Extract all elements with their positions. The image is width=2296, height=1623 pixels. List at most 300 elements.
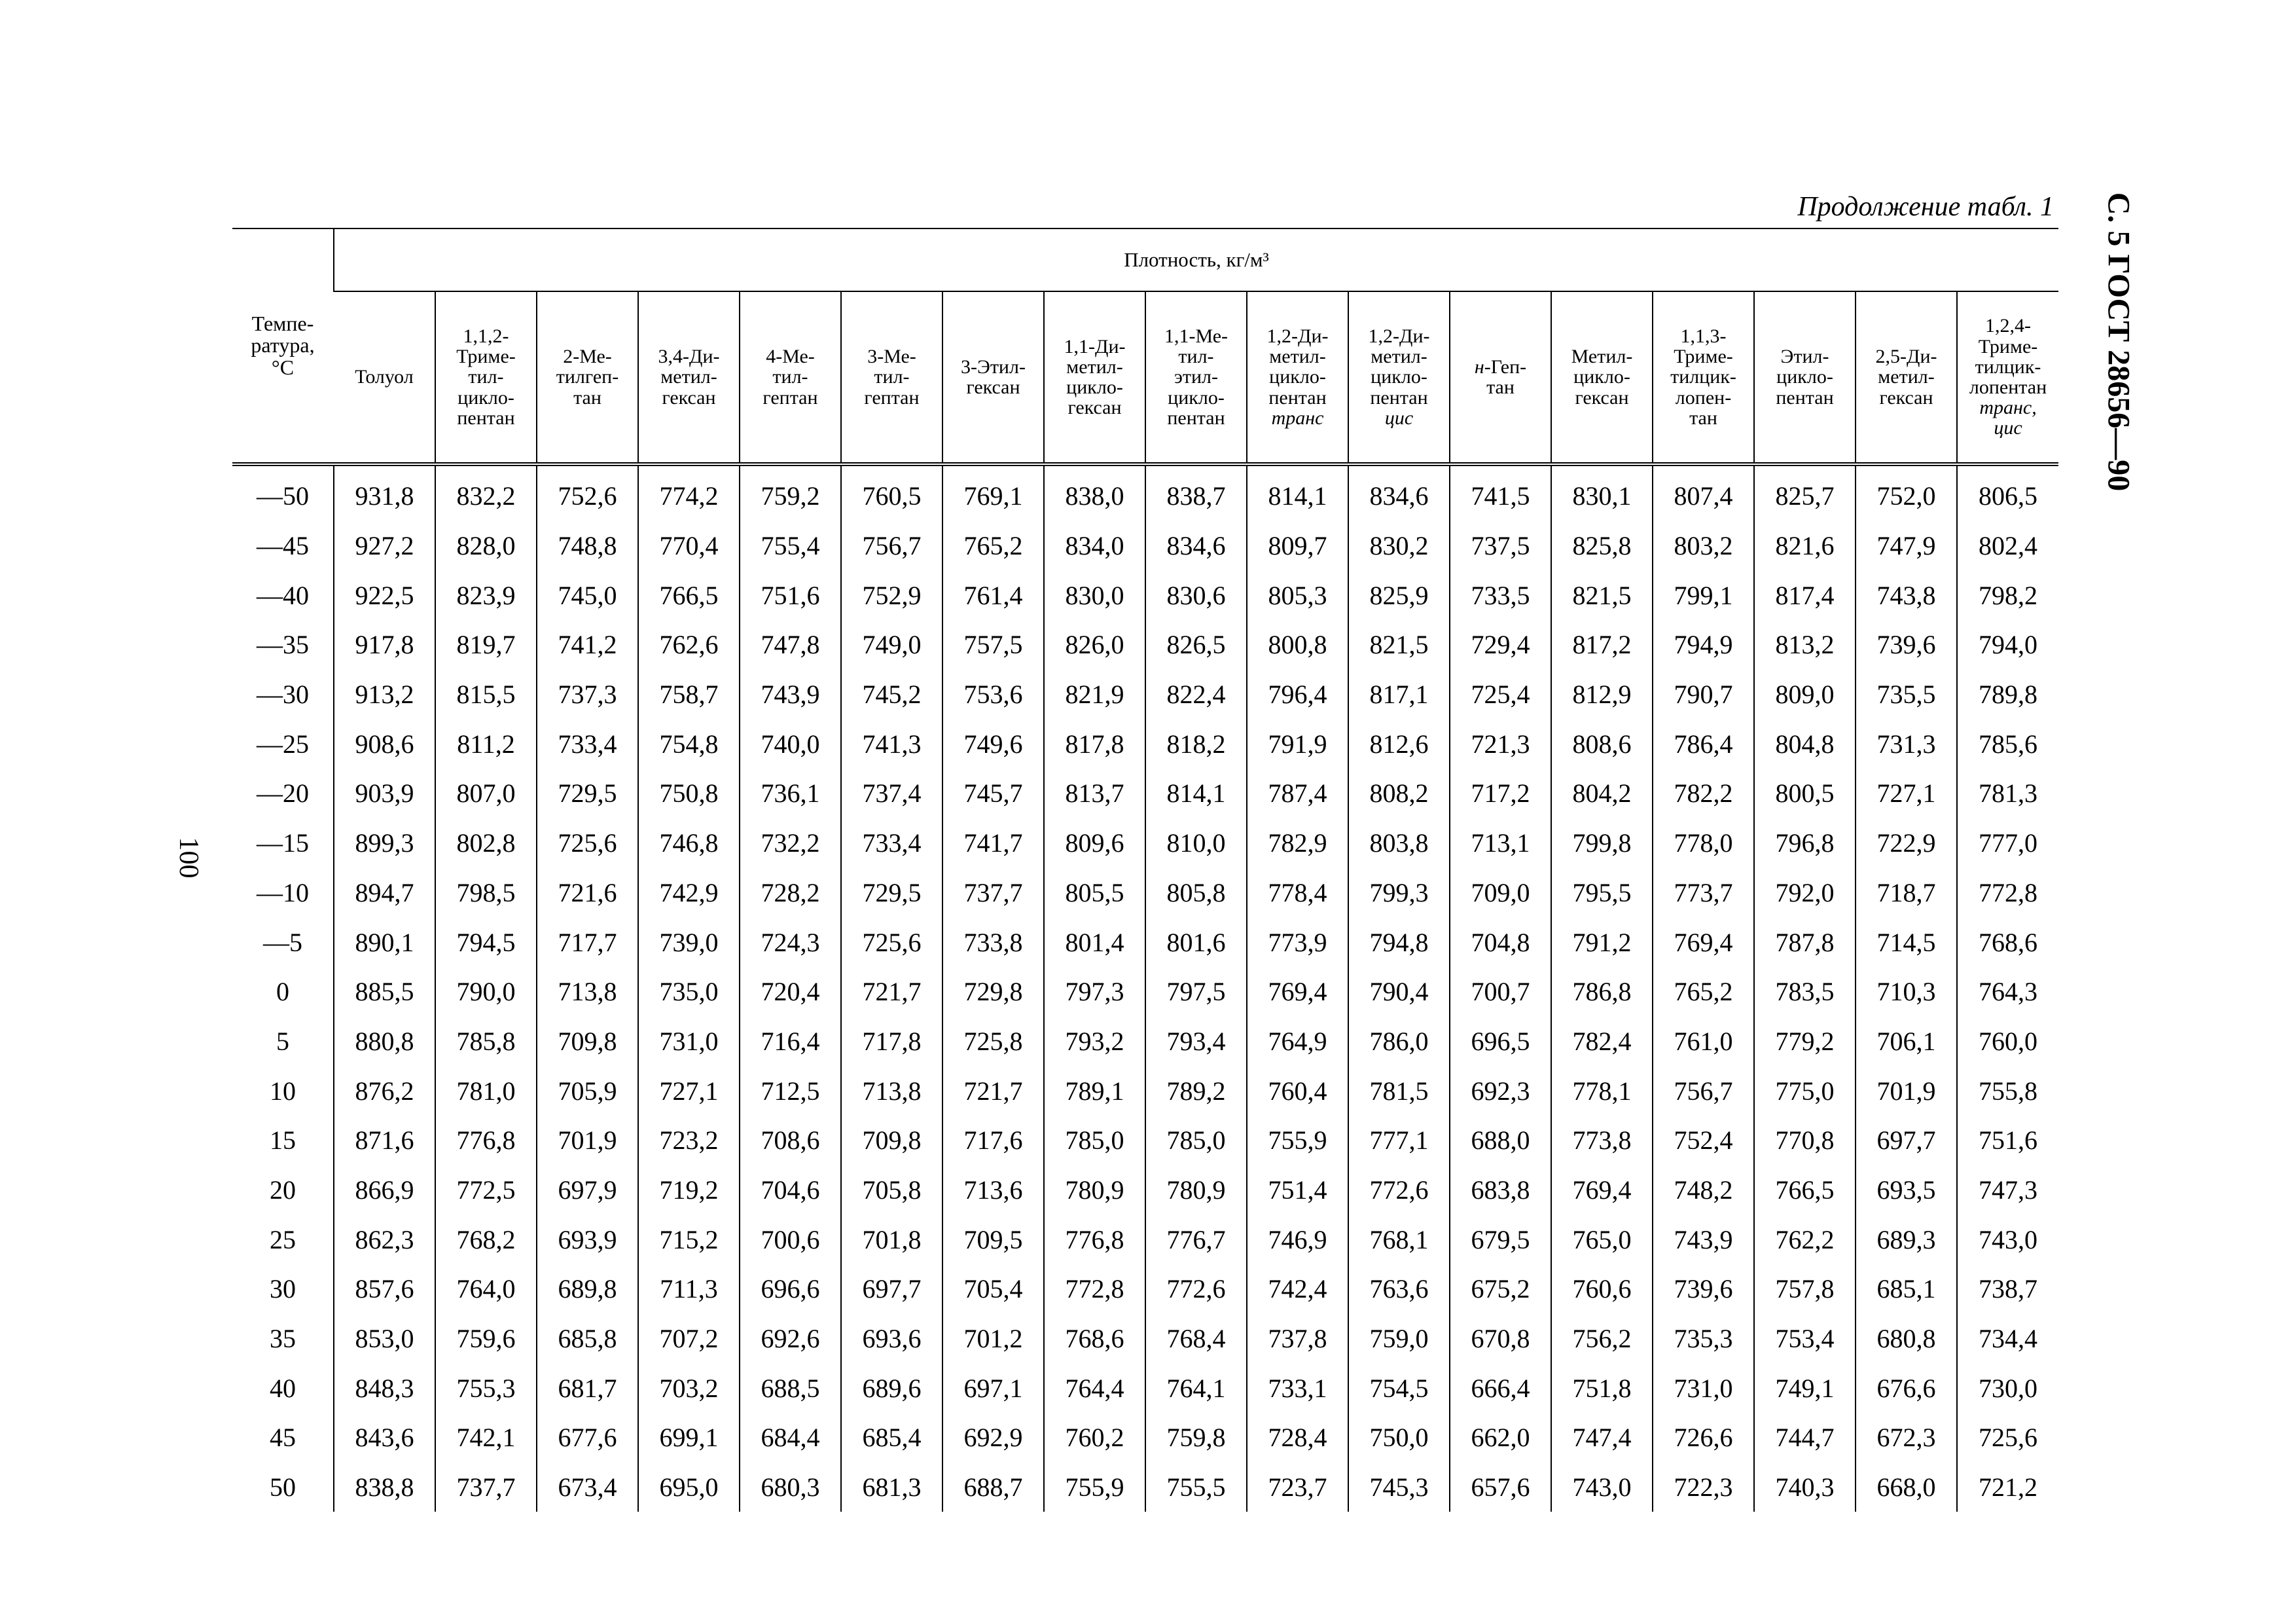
density-cell: 743,9 [1653, 1214, 1754, 1264]
density-cell: 725,6 [1957, 1413, 2058, 1463]
temperature-cell: —30 [257, 680, 309, 710]
table-row [232, 1463, 2058, 1512]
density-cell: 922,5 [334, 570, 435, 620]
density-cell: 701,8 [841, 1214, 942, 1264]
density-cell: 764,4 [1044, 1363, 1145, 1413]
density-cell: 769,4 [1551, 1165, 1653, 1215]
temperature-cell: 50 [270, 1472, 296, 1503]
column-label: 3-Ме- тил- гептан [864, 346, 920, 409]
side-header-text: С. 5 ГОСТ 28656—90 [2101, 192, 2136, 492]
table-row [232, 1116, 2058, 1165]
density-cell: 791,9 [1247, 719, 1348, 769]
density-cell: 761,0 [1653, 1017, 1754, 1067]
density-cell: 763,6 [1348, 1264, 1450, 1314]
density-cell: 681,7 [537, 1363, 638, 1413]
density-cell: 813,2 [1754, 620, 1856, 670]
density-cell: 812,6 [1348, 719, 1450, 769]
density-cell: 748,8 [537, 521, 638, 571]
column-label: Толуол [355, 366, 414, 388]
density-cell: 749,6 [942, 719, 1044, 769]
density-cell: 817,2 [1551, 620, 1653, 670]
density-cell: 748,2 [1653, 1165, 1754, 1215]
density-cell: 717,6 [942, 1116, 1044, 1165]
density-cell: 697,7 [841, 1264, 942, 1314]
density-cell: 819,7 [435, 620, 537, 670]
density-cell: 797,5 [1145, 967, 1247, 1017]
density-cell: 809,6 [1044, 818, 1145, 868]
table-row [232, 917, 2058, 967]
column-label: 2,5-Ди- метил- гексан [1875, 346, 1937, 409]
density-cell: 790,0 [435, 967, 537, 1017]
density-cell: 755,9 [1247, 1116, 1348, 1165]
density-cell: 734,4 [1957, 1314, 2058, 1364]
density-cell: 756,7 [1653, 1066, 1754, 1116]
temperature-cell: —20 [257, 778, 309, 809]
column-header [1653, 291, 1754, 464]
density-cell: 738,7 [1957, 1264, 2058, 1314]
column-isomer-note: транс [1271, 407, 1324, 429]
table-row [232, 868, 2058, 918]
table-row [232, 570, 2058, 620]
density-cell: 821,5 [1551, 570, 1653, 620]
density-cell: 760,0 [1957, 1017, 2058, 1067]
density-cell: 739,6 [1856, 620, 1957, 670]
density-cell: 814,1 [1247, 464, 1348, 521]
temperature-cell: 35 [270, 1324, 296, 1354]
density-cell: 785,6 [1957, 719, 2058, 769]
density-cell: 755,3 [435, 1363, 537, 1413]
density-cell: 737,3 [537, 670, 638, 720]
page-number-text: 100 [173, 837, 204, 879]
header-row-group [232, 228, 2058, 291]
density-cell: 733,1 [1247, 1363, 1348, 1413]
density-cell: 830,2 [1348, 521, 1450, 571]
density-cell: 720,4 [740, 967, 841, 1017]
density-cell: 685,1 [1856, 1264, 1957, 1314]
table-row [232, 1017, 2058, 1067]
density-cell: 843,6 [334, 1413, 435, 1463]
temperature-cell: —10 [257, 877, 309, 907]
column-header [435, 291, 537, 464]
density-cell: 759,2 [740, 464, 841, 521]
density-cell: 745,3 [1348, 1463, 1450, 1512]
density-cell: 735,5 [1856, 670, 1957, 720]
density-cell: 743,0 [1957, 1214, 2058, 1264]
density-cell: 802,8 [435, 818, 537, 868]
table-row [232, 620, 2058, 670]
density-cell: 774,2 [638, 464, 740, 521]
density-cell: 768,6 [1957, 917, 2058, 967]
density-cell: 818,2 [1145, 719, 1247, 769]
temperature-cell: —25 [257, 729, 309, 759]
density-table [232, 228, 2058, 1512]
density-cell: 832,2 [435, 464, 537, 521]
temperature-cell: 45 [270, 1423, 296, 1453]
density-cell: 684,4 [740, 1413, 841, 1463]
density-cell: 717,7 [537, 917, 638, 967]
density-cell: 752,0 [1856, 464, 1957, 521]
density-cell: 803,8 [1348, 818, 1450, 868]
density-cell: 759,0 [1348, 1314, 1450, 1364]
density-cell: 805,5 [1044, 868, 1145, 918]
density-cell: 730,0 [1957, 1363, 2058, 1413]
density-cell: 751,6 [1957, 1116, 2058, 1165]
column-header [942, 291, 1044, 464]
density-cell: 760,2 [1044, 1413, 1145, 1463]
temperature-cell: —35 [257, 630, 309, 660]
temperature-cell: 0 [276, 977, 289, 1007]
density-cell: 745,0 [537, 570, 638, 620]
density-cell: 811,2 [435, 719, 537, 769]
density-cell: 913,2 [334, 670, 435, 720]
density-cell: 739,0 [638, 917, 740, 967]
density-cell: 681,3 [841, 1463, 942, 1512]
density-cell: 755,9 [1044, 1463, 1145, 1512]
column-label: 3,4-Ди- метил- гексан [658, 346, 720, 409]
density-cell: 760,4 [1247, 1066, 1348, 1116]
density-cell: 719,2 [638, 1165, 740, 1215]
density-cell: 775,0 [1754, 1066, 1856, 1116]
density-cell: 778,0 [1653, 818, 1754, 868]
density-cell: 794,5 [435, 917, 537, 967]
density-cell: 806,5 [1957, 464, 2058, 521]
table-continuation-label: Продолжение табл. 1 [1797, 192, 2054, 222]
density-cell: 662,0 [1450, 1413, 1551, 1463]
density-cell: 747,4 [1551, 1413, 1653, 1463]
density-cell: 834,6 [1348, 464, 1450, 521]
density-cell: 880,8 [334, 1017, 435, 1067]
density-cell: 772,5 [435, 1165, 537, 1215]
density-cell: 751,4 [1247, 1165, 1348, 1215]
density-cell: 782,2 [1653, 769, 1754, 818]
density-cell: 676,6 [1856, 1363, 1957, 1413]
density-cell: 697,9 [537, 1165, 638, 1215]
density-cell: 749,1 [1754, 1363, 1856, 1413]
density-cell: 750,8 [638, 769, 740, 818]
density-cell: 754,8 [638, 719, 740, 769]
density-cell: 766,5 [638, 570, 740, 620]
density-cell: 781,5 [1348, 1066, 1450, 1116]
density-cell: 801,6 [1145, 917, 1247, 967]
column-header [1450, 291, 1551, 464]
temperature-cell: 40 [270, 1373, 296, 1403]
density-cell: 666,4 [1450, 1363, 1551, 1413]
density-cell: 803,2 [1653, 521, 1754, 571]
density-cell: 778,1 [1551, 1066, 1653, 1116]
density-cell: 821,6 [1754, 521, 1856, 571]
density-cell: 737,7 [942, 868, 1044, 918]
density-cell: 762,2 [1754, 1214, 1856, 1264]
density-cell: 903,9 [334, 769, 435, 818]
density-cell: 793,2 [1044, 1017, 1145, 1067]
density-cell: 787,4 [1247, 769, 1348, 818]
density-cell: 752,4 [1653, 1116, 1754, 1165]
density-cell: 711,3 [638, 1264, 740, 1314]
density-cell: 807,4 [1653, 464, 1754, 521]
density-cell: 718,7 [1856, 868, 1957, 918]
density-cell: 758,7 [638, 670, 740, 720]
density-cell: 706,1 [1856, 1017, 1957, 1067]
density-cell: 708,6 [740, 1116, 841, 1165]
density-cell: 721,2 [1957, 1463, 2058, 1512]
density-cell: 693,6 [841, 1314, 942, 1364]
density-cell: 749,0 [841, 620, 942, 670]
density-cell: 871,6 [334, 1116, 435, 1165]
density-cell: 785,0 [1145, 1116, 1247, 1165]
column-header [334, 291, 435, 464]
temperature-cell: —50 [257, 481, 309, 511]
temperature-cell: 20 [270, 1175, 296, 1205]
density-cell: 773,9 [1247, 917, 1348, 967]
density-cell: 862,3 [334, 1214, 435, 1264]
density-cell: 692,3 [1450, 1066, 1551, 1116]
table-row [232, 521, 2058, 571]
density-cell: 692,6 [740, 1314, 841, 1364]
density-cell: 693,9 [537, 1214, 638, 1264]
density-cell: 790,7 [1653, 670, 1754, 720]
density-cell: 753,6 [942, 670, 1044, 720]
density-cell: 742,4 [1247, 1264, 1348, 1314]
density-cell: 821,5 [1348, 620, 1450, 670]
density-cell: 813,7 [1044, 769, 1145, 818]
density-cell: 797,3 [1044, 967, 1145, 1017]
density-cell: 689,6 [841, 1363, 942, 1413]
density-cell: 745,2 [841, 670, 942, 720]
density-cell: 799,1 [1653, 570, 1754, 620]
density-cell: 781,3 [1957, 769, 2058, 818]
density-cell: 765,0 [1551, 1214, 1653, 1264]
page-number [175, 831, 202, 884]
density-cell: 772,6 [1145, 1264, 1247, 1314]
temperature-cell: 25 [270, 1224, 296, 1254]
density-cell: 825,8 [1551, 521, 1653, 571]
density-cell: 742,1 [435, 1413, 537, 1463]
density-cell: 809,7 [1247, 521, 1348, 571]
density-cell: 890,1 [334, 917, 435, 967]
temperature-cell: 5 [276, 1026, 289, 1056]
density-cell: 764,3 [1957, 967, 2058, 1017]
density-cell: 812,9 [1551, 670, 1653, 720]
density-cell: 743,9 [740, 670, 841, 720]
density-cell: 689,3 [1856, 1214, 1957, 1264]
density-cell: 834,0 [1044, 521, 1145, 571]
table-row [232, 1363, 2058, 1413]
density-cell: 804,8 [1754, 719, 1856, 769]
density-cell: 725,6 [841, 917, 942, 967]
density-cell: 731,0 [1653, 1363, 1754, 1413]
density-cell: 768,6 [1044, 1314, 1145, 1364]
density-cell: 791,2 [1551, 917, 1653, 967]
density-cell: 815,5 [435, 670, 537, 720]
density-cell: 737,5 [1450, 521, 1551, 571]
density-cell: 700,7 [1450, 967, 1551, 1017]
temperature-cell: —45 [257, 531, 309, 561]
density-cell: 688,5 [740, 1363, 841, 1413]
density-cell: 838,0 [1044, 464, 1145, 521]
density-cell: 725,8 [942, 1017, 1044, 1067]
column-label: 1,2,4- Триме- тилцик- лопентан [1969, 315, 2047, 398]
density-cell: 731,3 [1856, 719, 1957, 769]
density-cell: 757,8 [1754, 1264, 1856, 1314]
density-cell: 714,5 [1856, 917, 1957, 967]
table-row [232, 1165, 2058, 1215]
density-cell: 817,4 [1754, 570, 1856, 620]
density-cell: 733,5 [1450, 570, 1551, 620]
density-cell: 805,8 [1145, 868, 1247, 918]
column-label: 3-Этил- гексан [961, 356, 1026, 398]
column-label: н-Геп- тан [1474, 356, 1527, 398]
density-cell: 798,5 [435, 868, 537, 918]
density-cell: 731,0 [638, 1017, 740, 1067]
header-row-columns [232, 291, 2058, 464]
density-cell: 821,9 [1044, 670, 1145, 720]
density-cell: 917,8 [334, 620, 435, 670]
density-cell: 742,9 [638, 868, 740, 918]
table-row [232, 769, 2058, 818]
density-cell: 737,7 [435, 1463, 537, 1512]
density-cell: 830,0 [1044, 570, 1145, 620]
density-cell: 776,8 [1044, 1214, 1145, 1264]
density-cell: 808,6 [1551, 719, 1653, 769]
density-cell: 746,9 [1247, 1214, 1348, 1264]
density-cell: 727,1 [638, 1066, 740, 1116]
density-cell: 741,2 [537, 620, 638, 670]
density-cell: 801,4 [1044, 917, 1145, 967]
density-cell: 764,1 [1145, 1363, 1247, 1413]
density-cell: 670,8 [1450, 1314, 1551, 1364]
density-cell: 721,7 [841, 967, 942, 1017]
density-cell: 899,3 [334, 818, 435, 868]
density-cell: 715,2 [638, 1214, 740, 1264]
density-cell: 759,8 [1145, 1413, 1247, 1463]
density-cell: 746,8 [638, 818, 740, 868]
density-cell: 761,4 [942, 570, 1044, 620]
table-row [232, 967, 2058, 1017]
density-cell: 704,8 [1450, 917, 1551, 967]
density-cell: 789,8 [1957, 670, 2058, 720]
density-cell: 697,1 [942, 1363, 1044, 1413]
density-cell: 735,0 [638, 967, 740, 1017]
density-cell: 792,0 [1754, 868, 1856, 918]
density-cell: 838,7 [1145, 464, 1247, 521]
table-row [232, 1413, 2058, 1463]
density-cell: 721,6 [537, 868, 638, 918]
density-cell: 768,1 [1348, 1214, 1450, 1264]
density-cell: 770,8 [1754, 1116, 1856, 1165]
column-header [1145, 291, 1247, 464]
density-cell: 786,4 [1653, 719, 1754, 769]
density-cell: 777,0 [1957, 818, 2058, 868]
column-header [1957, 291, 2058, 464]
density-cell: 785,8 [435, 1017, 537, 1067]
temperature-cell: —5 [263, 927, 302, 957]
density-cell: 737,4 [841, 769, 942, 818]
density-cell: 766,5 [1754, 1165, 1856, 1215]
density-cell: 673,4 [537, 1463, 638, 1512]
density-cell: 710,3 [1856, 967, 1957, 1017]
density-cell: 773,8 [1551, 1116, 1653, 1165]
density-cell: 744,7 [1754, 1413, 1856, 1463]
density-cell: 796,4 [1247, 670, 1348, 720]
density-cell: 866,9 [334, 1165, 435, 1215]
density-cell: 680,3 [740, 1463, 841, 1512]
density-cell: 931,8 [334, 464, 435, 521]
density-cell: 823,9 [435, 570, 537, 620]
density-cell: 705,9 [537, 1066, 638, 1116]
density-cell: 717,2 [1450, 769, 1551, 818]
density-cell: 793,4 [1145, 1017, 1247, 1067]
density-cell: 769,4 [1653, 917, 1754, 967]
density-cell: 689,8 [537, 1264, 638, 1314]
density-cell: 722,9 [1856, 818, 1957, 868]
temperature-cell: —40 [257, 580, 309, 610]
density-cell: 751,6 [740, 570, 841, 620]
column-isomer-note: цис [1384, 407, 1414, 429]
density-cell: 857,6 [334, 1264, 435, 1314]
density-cell: 826,0 [1044, 620, 1145, 670]
density-cell: 780,9 [1145, 1165, 1247, 1215]
density-cell: 745,7 [942, 769, 1044, 818]
density-cell: 680,8 [1856, 1314, 1957, 1364]
density-cell: 693,5 [1856, 1165, 1957, 1215]
density-cell: 769,4 [1247, 967, 1348, 1017]
density-cell: 741,5 [1450, 464, 1551, 521]
density-cell: 713,8 [841, 1066, 942, 1116]
table-row [232, 670, 2058, 720]
density-cell: 789,1 [1044, 1066, 1145, 1116]
column-label: 2-Ме- тилгеп- тан [556, 346, 619, 409]
temperature-cell: —15 [257, 828, 309, 858]
density-cell: 712,5 [740, 1066, 841, 1116]
table-row [232, 719, 2058, 769]
density-cell: 679,5 [1450, 1214, 1551, 1264]
density-cell: 830,1 [1551, 464, 1653, 521]
density-cell: 701,9 [1856, 1066, 1957, 1116]
table-row [232, 1314, 2058, 1364]
density-cell: 768,2 [435, 1214, 537, 1264]
density-cell: 809,0 [1754, 670, 1856, 720]
density-cell: 688,7 [942, 1463, 1044, 1512]
column-label: 1,1-Ди- метил- цикло- гексан [1064, 335, 1126, 419]
table-row [232, 1066, 2058, 1116]
column-label: Метил- цикло- гексан [1571, 346, 1633, 409]
density-cell: 782,4 [1551, 1017, 1653, 1067]
density-cell: 764,9 [1247, 1017, 1348, 1067]
density-cell: 764,0 [435, 1264, 537, 1314]
density-cell: 794,9 [1653, 620, 1754, 670]
density-cell: 707,2 [638, 1314, 740, 1364]
density-cell: 785,0 [1044, 1116, 1145, 1165]
density-cell: 685,4 [841, 1413, 942, 1463]
column-label: 1,1,2- Триме- тил- цикло- пентан [456, 325, 516, 429]
density-cell: 770,4 [638, 521, 740, 571]
density-cell: 751,8 [1551, 1363, 1653, 1413]
density-cell: 732,2 [740, 818, 841, 868]
column-isomer-note: транс, цис [1979, 397, 2037, 439]
density-cell: 729,8 [942, 967, 1044, 1017]
table-row [232, 464, 2058, 521]
density-cell: 790,4 [1348, 967, 1450, 1017]
density-cell: 672,3 [1856, 1413, 1957, 1463]
column-header [1348, 291, 1450, 464]
density-cell: 675,2 [1450, 1264, 1551, 1314]
density-cell: 713,8 [537, 967, 638, 1017]
density-cell: 799,8 [1551, 818, 1653, 868]
density-cell: 677,6 [537, 1413, 638, 1463]
density-cell: 747,9 [1856, 521, 1957, 571]
density-cell: 722,3 [1653, 1463, 1754, 1512]
density-cell: 760,5 [841, 464, 942, 521]
